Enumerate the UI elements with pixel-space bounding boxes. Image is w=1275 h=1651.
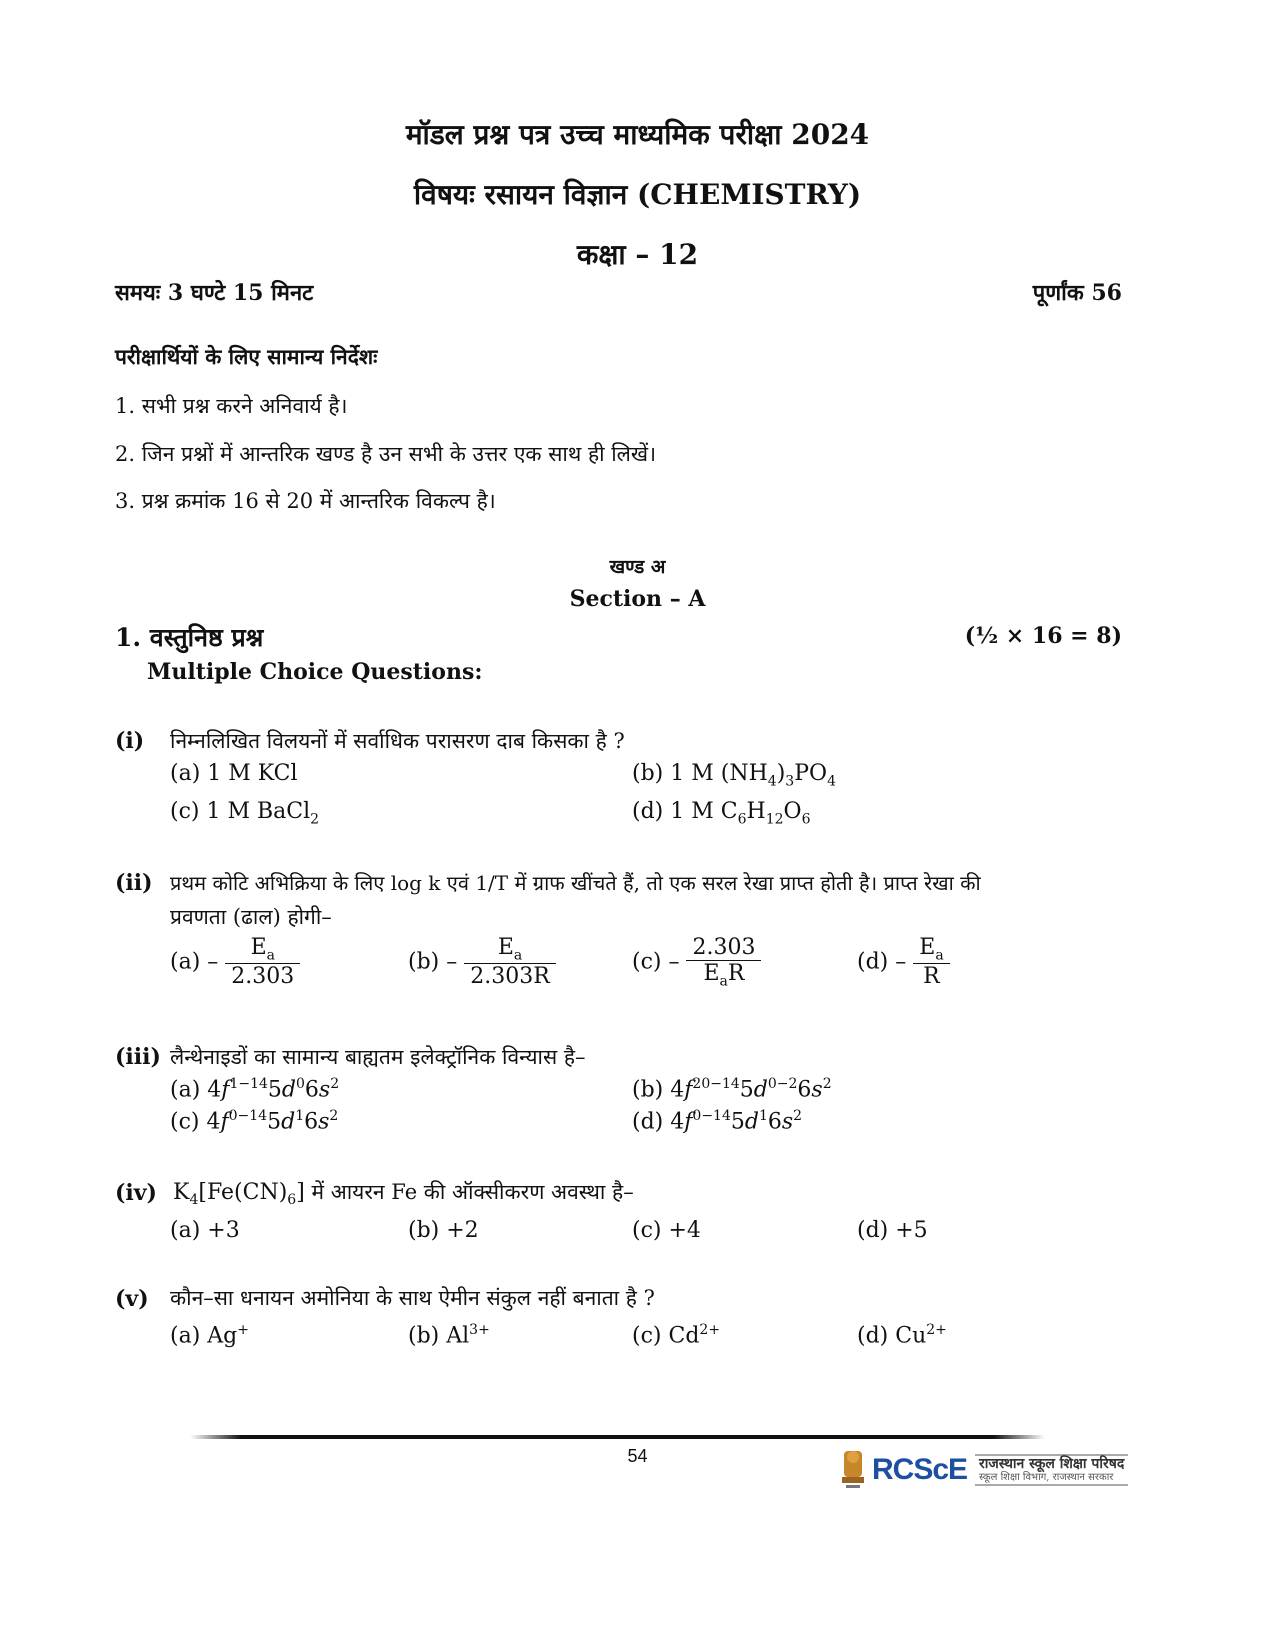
option-b: (b) $4f^{20-14}5d^{0-2}6s^2$ [632, 1076, 832, 1103]
option-a: (a) $4f^{1-14}5d^06s^2$ [170, 1076, 340, 1103]
instruction-item: 2. जिन प्रश्नों में आन्तरिक खण्ड है उन सभी के उत्तर एक साथ ही लिखें। [115, 442, 657, 466]
q1-subtitle: Multiple Choice Questions: [147, 659, 483, 685]
option-b: (b) +2 [408, 1218, 479, 1243]
q1-marks: (½ × 16 = 8) [964, 623, 1122, 649]
section-hindi: खण्ड अ [609, 556, 666, 578]
option-b: (b) $Al^{3+}$ [408, 1322, 490, 1349]
marks-label: पूर्णांक 56 [1032, 280, 1122, 306]
section-english: Section – A [569, 586, 706, 612]
option-b: (b) – $\frac{E_a}{2.303R}$ [408, 935, 556, 989]
question-text: $K_4[Fe(CN)_6]$ में आयरन Fe की ऑक्सीकरण अवस्था है– [173, 1180, 634, 1209]
question-number: (v) [115, 1286, 149, 1312]
emblem-icon [838, 1447, 868, 1493]
footer-divider [190, 1435, 1045, 1439]
option-d: (d) 1 M $C_6H_{12}O_6$ [632, 799, 811, 828]
org-name-box [975, 1454, 1128, 1486]
question-text: निम्नलिखित विलयनों में सर्वाधिक परासरण दाब किसका है ? [170, 729, 625, 753]
option-a: (a) +3 [170, 1218, 240, 1243]
page-title: मॉडल प्रश्न पत्र उच्च माध्यमिक परीक्षा 2024 [405, 118, 870, 151]
time-label: समयः 3 घण्टे 15 मिनट [115, 280, 314, 306]
option-b: (b) 1 M $(NH_4)_3PO_4$ [632, 761, 836, 790]
option-c: (c) $4f^{0-14}5d^16s^2$ [170, 1108, 339, 1135]
instruction-item: 3. प्रश्न क्रमांक 16 से 20 में आन्तरिक विकल्प है। [115, 489, 496, 513]
question-text: कौन–सा धनायन अमोनिया के साथ ऐमीन संकुल नहीं बनाता है ? [170, 1286, 655, 1310]
org-name: राजस्थान स्कूल शिक्षा परिषद [979, 1455, 1125, 1472]
option-c: (c) 1 M BaCl$_2$ [170, 799, 320, 828]
class-title: कक्षा – 12 [576, 238, 699, 271]
question-number: (i) [115, 728, 145, 754]
option-d: (d) $Cu^{2+}$ [857, 1322, 947, 1349]
org-subtitle: स्कूल शिक्षा विभाग, राजस्थान सरकार [979, 1472, 1114, 1484]
option-c: (c) – $\frac{2.303}{E_aR}$ [632, 935, 761, 989]
question-text: प्रथम कोटि अभिक्रिया के लिए log k एवं 1/T में ग्राफ खींचते हैं, तो एक सरल रेखा प्राप्त होती है। प्राप्त रेखा की [170, 871, 981, 895]
option-d: (d) – $\frac{E_a}{R}$ [857, 935, 950, 989]
question-number: (iv) [115, 1180, 157, 1206]
option-a: (a) 1 M KCl [170, 761, 298, 786]
instructions-heading: परीक्षार्थियों के लिए सामान्य निर्देशः [115, 344, 378, 369]
question-text-cont: प्रवणता (ढाल) होगी– [170, 905, 332, 929]
logo-text: RCScE [872, 1453, 968, 1486]
option-a: (a) Ag+ [170, 1322, 249, 1349]
option-d: (d) $4f^{0-14}5d^16s^2$ [632, 1108, 803, 1135]
option-c: (c) $Cd^{2+}$ [632, 1322, 721, 1349]
q1-title: 1. वस्तुनिष्ठ प्रश्न [115, 623, 264, 652]
question-number: (iii) [115, 1044, 161, 1070]
option-d: (d) +5 [857, 1218, 928, 1243]
question-text: लैन्थेनाइडों का सामान्य बाह्यतम इलेक्ट्रॉनिक विन्यास है– [170, 1045, 586, 1069]
option-c: (c) +4 [632, 1218, 701, 1243]
page-number: 54 [627, 1446, 648, 1466]
instruction-item: 1. सभी प्रश्न करने अनिवार्य है। [115, 394, 348, 418]
rcsce-logo [838, 1446, 1174, 1494]
subject-title: विषयः रसायन विज्ञान (CHEMISTRY) [413, 178, 862, 211]
option-a: (a) – $\frac{E_a}{2.303}$ [170, 935, 300, 989]
question-number: (ii) [115, 870, 153, 896]
